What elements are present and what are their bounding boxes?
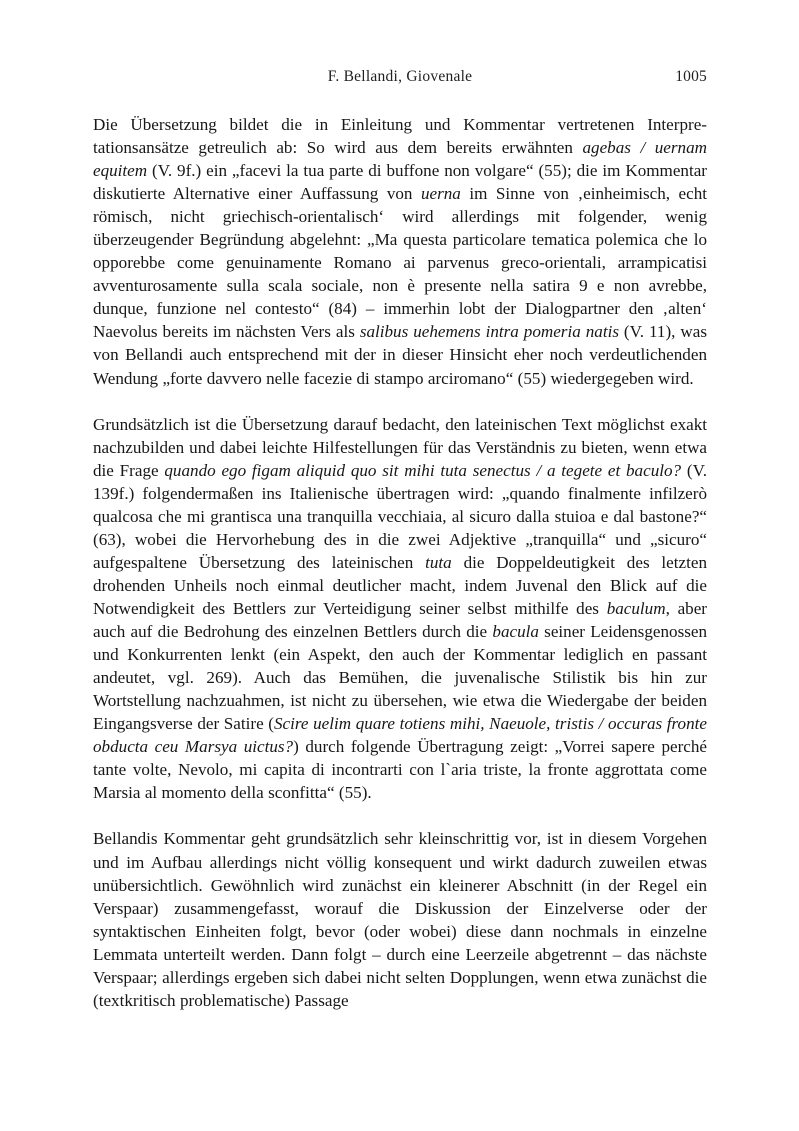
latin-quotation: baculum [606,598,666,618]
text-run: (V. 9f.) ein „facevi la tua parte di buffone non volgare“ (55); die im Kommentar diskutierte Alternative einer Auffassung von [93,161,707,204]
latin-quotation: agebas / uernam equitem [93,138,707,181]
text-run: , aber auch auf die Bedrohung des einzelnen Bettlers durch die [93,598,707,642]
text-run: (V. 139f.) folgendermaßen ins Italienische übertragen wird: „quando finalmente infilzerò qualcosa che mi grantisca una tranquilla vecchiaia, al sicuro dalla stuioa e dal bastone?“ (63), wobei die Hervorhebung des in die zwei Adjektive „tranquilla“ und „sicuro“ aufgespaltene Übersetzung des lateinischen [93,460,707,572]
text-run: Bellandis Kommentar geht grundsätzlich sehr kleinschrittig vor, ist in diesem Vorgehen und im Aufbau allerdings nicht völlig konsequent und wirkt dadurch zuweilen etwas unübersichtlich. Gewöhnlich wird zunächst ein kleinerer Abschnitt (in der Regel ein Verspaar) zusammengefasst, worauf die Diskussion der Einzelverse oder der syntaktischen Einheiten folgt, bevor (oder wobei) diese dann nochmals in einzelne Lemmata unterteilt werden. Dann folgt – durch eine Leerzeile abgetrennt – das nächste Verspaar; allerdings ergeben sich dabei nicht selten Dopplungen, wenn etwa zunächst die (textkritisch problematische) Passage [93,829,707,1010]
body-text-block [93,113,707,1012]
running-head-title: F. Bellandi, Giovenale [327,68,473,85]
latin-quotation: salibus uehemens intra pomeria natis [359,322,619,342]
running-head [93,68,707,92]
latin-quotation: quando ego figam aliquid quo sit mihi tuta senectus / a tegete et baculo? [164,460,682,480]
latin-quotation: tuta [425,552,452,572]
latin-quotation: bacula [492,622,539,642]
text-run: Die Übersetzung bildet die in Einleitung und Kommentar vertretenen Interpretationsansätze getreulich ab: So wird aus dem bereits erwähnten [93,115,707,158]
paragraph [93,413,707,805]
latin-quotation: uerna [420,184,461,204]
text-run: (V. 11), was von Bellandi auch entsprechend mit der in dieser Hinsicht eher noch verdeutlichenden Wendung „forte davvero nelle facezie di stampo arciromano“ (55) wiedergegeben wird. [93,322,707,388]
text-run: im Sinne von ‚einheimisch, echt römisch, nicht griechisch-orientalisch‘ wird allerdings mit folgender, wenig überzeugender Begründung abgelehnt: „Ma questa particolare tematica polemica che lo opporebbe come genuinamente Romano ai parvenus greco-orientali, arrampicatisi avventurosamente sulla scala sociale, non è presente nella satira 9 e non avrebbe, dunque, funzione nel contesto“ (84) – immerhin lobt der Dialogpartner den ‚alten‘ Naevolus bereits im nächsten Vers als [93,184,707,342]
page-number: 1005 [675,68,707,85]
paragraph [93,827,707,1011]
text-run: Grundsätzlich ist die Übersetzung darauf bedacht, den lateinischen Text möglichst exakt nachzubilden und dabei leichte Hilfestellungen für das Verständnis zu bieten, wenn etwa die Frage [93,414,707,480]
latin-quotation: Scire uelim quare totiens mihi, Naeuole, tristis / occuras fronte obducta ceu Marsya uictus? [93,714,707,757]
paragraph [93,113,707,390]
text-run: die Doppeldeutigkeit des letzten drohenden Unheils noch einmal deutlicher macht, indem Juvenal den Blick auf die Notwendigkeit des Bettlers zur Verteidigung seiner selbst mithilfe des [93,552,707,618]
text-run: ) durch folgende Übertragung zeigt: „Vorrei sapere perché tante volte, Nevolo, mi capita di incontrarti con l`aria triste, la fronte aggrottata come Marsia al momento della sconfitta“ (55). [93,737,707,803]
text-run: seiner Leidensgenossen und Konkurrenten lenkt (ein Aspekt, den auch der Kommentar lediglich en passant andeutet, vgl. 269). Auch das Bemühen, die juvenalische Stilistik bis hin zur Wortstellung nachzuahmen, ist nicht zu übersehen, wie etwa die Wiedergabe der beiden Eingangsverse der Satire ( [93,622,708,734]
